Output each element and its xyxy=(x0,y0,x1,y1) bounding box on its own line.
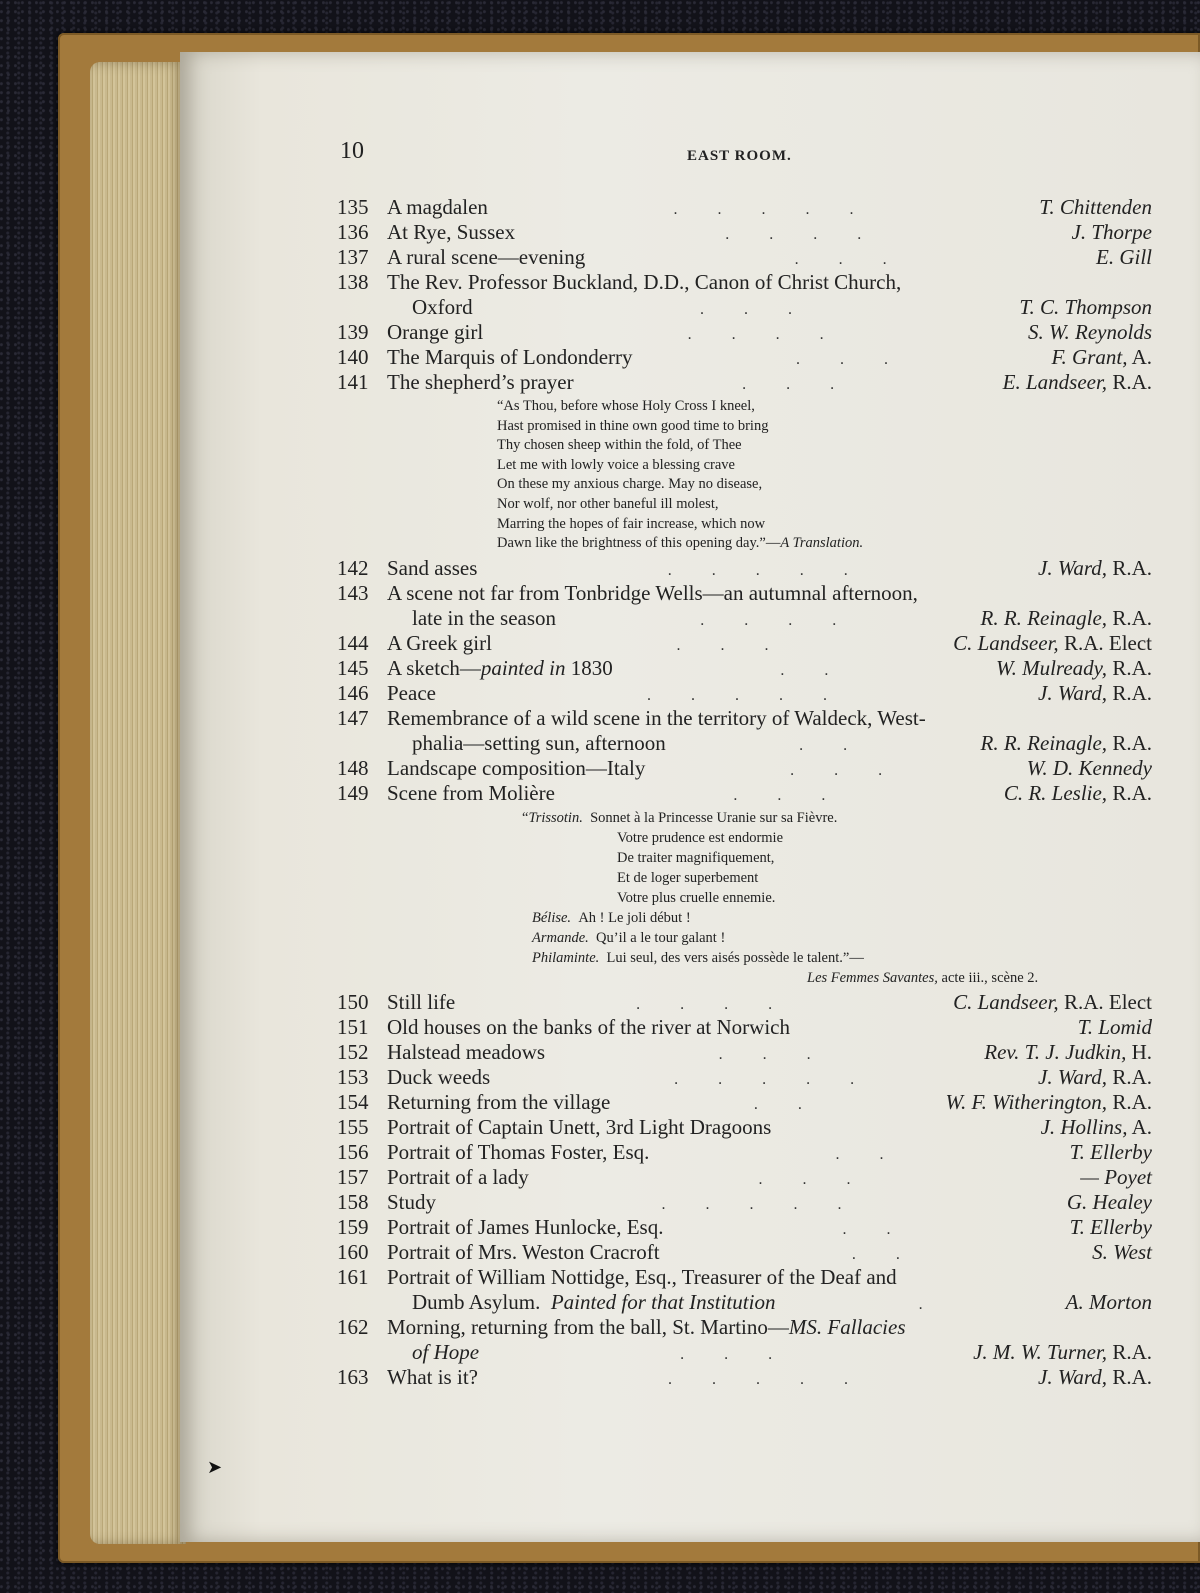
entry-artist: J. Ward, R.A. xyxy=(1038,680,1152,705)
speaker: Armande. xyxy=(532,929,589,946)
entry-artist: R. R. Reinagle, R.A. xyxy=(980,605,1152,630)
entry-title: Duck weeds xyxy=(387,1064,491,1089)
entry-147 xyxy=(337,706,1152,731)
entry-number: 139 xyxy=(337,320,369,344)
entry-number: 158 xyxy=(337,1189,369,1214)
entry-title: The Rev. Professor Buckland, D.D., Canon of Christ Church, xyxy=(387,270,902,294)
entry-number: 152 xyxy=(337,1039,369,1064)
entry-145: 145 A sketch—painted in 1830 . . W. Mulready, R.A. xyxy=(337,655,1152,680)
entry-number: 154 xyxy=(337,1089,369,1114)
entry-number: 162 xyxy=(337,1314,369,1339)
quote-source: Les Femmes Savantes, acte iii., scène 2. xyxy=(807,969,1039,986)
entry-title: Portrait of James Hunlocke, Esq. xyxy=(387,1214,664,1239)
entry-number: 161 xyxy=(337,1264,369,1289)
quote-moliere xyxy=(337,806,1152,990)
entry-title: A sketch—painted in 1830 xyxy=(387,655,613,680)
entry-title: A scene not far from Tonbridge Wells—an autumnal afternoon, xyxy=(387,580,918,605)
entry-artist: W. F. Witherington, R.A. xyxy=(945,1089,1152,1114)
entry-159: 159 Portrait of James Hunlocke, Esq. . . T. Ellerby xyxy=(337,1214,1152,1239)
entry-161 xyxy=(337,1265,1152,1290)
entry-153: 153 Duck weeds . . . . . J. Ward, R.A. xyxy=(337,1064,1152,1089)
page-edges xyxy=(90,62,186,1544)
entry-artist: — Poyet xyxy=(1080,1164,1152,1189)
entry-artist: J. Thorpe xyxy=(1071,220,1152,244)
entry-138-continued: Oxford . . . T. C. Thompson xyxy=(412,295,1152,319)
entry-title: Peace xyxy=(387,680,436,705)
entry-number: 145 xyxy=(337,655,369,680)
entry-138 xyxy=(337,270,1152,295)
entry-artist: F. Grant, A. xyxy=(1051,345,1152,369)
entry-artist: J. Hollins, A. xyxy=(1040,1114,1152,1139)
entry-title: Returning from the village xyxy=(387,1089,611,1114)
entry-number: 163 xyxy=(337,1364,369,1389)
entry-title: At Rye, Sussex xyxy=(387,220,516,244)
entry-number: 150 xyxy=(337,989,369,1014)
entry-artist: J. Ward, R.A. xyxy=(1038,1364,1152,1389)
entry-number: 155 xyxy=(337,1114,369,1139)
quote-line: Thy chosen sheep within the fold, of Thee xyxy=(497,437,742,454)
entry-number: 156 xyxy=(337,1139,369,1164)
entry-title: Portrait of Captain Unett, 3rd Light Dragoons xyxy=(387,1114,772,1139)
entry-artist: E. Gill xyxy=(1096,245,1152,269)
entry-141: 141 The shepherd’s prayer . . . E. Landseer, R.A. xyxy=(337,370,1152,394)
entry-number: 136 xyxy=(337,220,369,244)
page-title: EAST ROOM. xyxy=(687,148,792,164)
verse-line: Et de loger superbement xyxy=(617,869,759,886)
entry-title: Landscape composition—Italy xyxy=(387,755,646,780)
entry-158: 158 Study . . . . . G. Healey xyxy=(337,1189,1152,1214)
entry-144: 144 A Greek girl . . . C. Landseer, R.A. Elect xyxy=(337,630,1152,655)
entry-title: Portrait of Thomas Foster, Esq. xyxy=(387,1139,650,1164)
entry-number: 151 xyxy=(337,1014,369,1039)
speaker: Bélise. xyxy=(532,909,572,926)
entry-143-continued: late in the season . . . . R. R. Reinagle, R.A. xyxy=(412,605,1152,630)
entry-137: 137 A rural scene—evening . . . E. Gill xyxy=(337,245,1152,269)
entry-135: 135 A magdalen . . . . . T. Chittenden xyxy=(337,195,1152,219)
entry-title: A magdalen xyxy=(387,195,488,219)
entry-artist: T. Lomid xyxy=(1077,1014,1152,1039)
entry-title-continued: of Hope xyxy=(412,1339,480,1364)
entry-number: 159 xyxy=(337,1214,369,1239)
entry-title: Sand asses xyxy=(387,555,478,580)
entry-140: 140 The Marquis of Londonderry . . . F. Grant, A. xyxy=(337,345,1152,369)
entry-number: 147 xyxy=(337,705,369,730)
entry-artist: T. Ellerby xyxy=(1069,1214,1152,1239)
entry-artist: J. M. W. Turner, R.A. xyxy=(973,1339,1152,1364)
entry-title-continued: Oxford xyxy=(412,295,473,319)
quote-line: Marring the hopes of fair increase, which now xyxy=(497,515,766,532)
entry-artist: S. West xyxy=(1092,1239,1152,1264)
entry-150: 150 Still life . . . . C. Landseer, R.A. Elect xyxy=(337,989,1152,1014)
entry-title: Scene from Molière xyxy=(387,780,555,805)
speaker: Philaminte. xyxy=(532,949,600,966)
entry-title: A Greek girl xyxy=(387,630,492,655)
pointing-hand-icon: ➤ xyxy=(207,1457,223,1477)
entry-number: 137 xyxy=(337,245,369,269)
entry-title-continued: Dumb Asylum. Painted for that Institution xyxy=(412,1289,776,1314)
entry-148: 148 Landscape composition—Italy . . . W. D. Kennedy xyxy=(337,755,1152,780)
entry-number: 144 xyxy=(337,630,369,655)
entry-number: 135 xyxy=(337,195,369,219)
entry-147-continued: phalia—setting sun, afternoon . . R. R. Reinagle, R.A. xyxy=(412,730,1152,755)
entry-139: 139 Orange girl . . . . S. W. Reynolds xyxy=(337,320,1152,344)
quote-line: On these my anxious charge. May no disease, xyxy=(497,476,763,493)
entry-title: Morning, returning from the ball, St. Martino—MS. Fallacies xyxy=(387,1314,906,1339)
entry-title-continued: late in the season xyxy=(412,605,557,630)
entry-number: 153 xyxy=(337,1064,369,1089)
entry-title: Remembrance of a wild scene in the territory of Waldeck, West- xyxy=(387,705,926,730)
quote-line: Hast promised in thine own good time to bring xyxy=(497,417,769,434)
entry-title: Portrait of William Nottidge, Esq., Treasurer of the Deaf and xyxy=(387,1264,897,1289)
entry-163: 163 What is it? . . . . . J. Ward, R.A. xyxy=(337,1364,1152,1389)
entry-number: 149 xyxy=(337,780,369,805)
entry-artist: W. Mulready, R.A. xyxy=(996,655,1152,680)
entry-title: The shepherd’s prayer xyxy=(387,370,574,394)
entry-136: 136 At Rye, Sussex . . . . J. Thorpe xyxy=(337,220,1152,244)
entry-title: Orange girl xyxy=(387,320,484,344)
entry-title: Study xyxy=(387,1189,437,1214)
quote-line: Let me with lowly voice a blessing crave xyxy=(497,456,735,473)
entry-number: 160 xyxy=(337,1239,369,1264)
catalogue-entries xyxy=(337,195,1152,1390)
entry-artist: T. Ellerby xyxy=(1069,1139,1152,1164)
entry-title: Halstead meadows xyxy=(387,1039,546,1064)
entry-number: 140 xyxy=(337,345,369,369)
entry-160: 160 Portrait of Mrs. Weston Cracroft . . S. West xyxy=(337,1239,1152,1264)
quote-shepherds-prayer xyxy=(337,395,1152,556)
book-page xyxy=(180,52,1200,1542)
quote-line: “As Thou, before whose Holy Cross I kneel, xyxy=(497,398,755,414)
entry-artist: R. R. Reinagle, R.A. xyxy=(980,730,1152,755)
entry-title: Still life xyxy=(387,989,456,1014)
entry-artist: G. Healey xyxy=(1066,1189,1152,1214)
verse-line: Votre plus cruelle ennemie. xyxy=(617,889,776,906)
quote-line: Bélise. Ah ! Le joli début ! xyxy=(532,909,691,926)
quote-line: Armande. Qu’il a le tour galant ! xyxy=(532,929,726,946)
entry-number: 148 xyxy=(337,755,369,780)
entry-title-continued: phalia—setting sun, afternoon xyxy=(412,730,666,755)
verse-line: Votre prudence est endormie xyxy=(617,829,784,846)
entry-146: 146 Peace . . . . . J. Ward, R.A. xyxy=(337,680,1152,705)
entry-title: Portrait of a lady xyxy=(387,1164,529,1189)
entry-number: 142 xyxy=(337,555,369,580)
entry-artist: J. Ward, R.A. xyxy=(1038,555,1152,580)
entry-number: 143 xyxy=(337,580,369,605)
entry-artist: W. D. Kennedy xyxy=(1026,755,1152,780)
entry-artist: E. Landseer, R.A. xyxy=(1002,370,1152,394)
entry-artist: T. Chittenden xyxy=(1039,195,1152,219)
verse-line: De traiter magnifiquement, xyxy=(617,849,775,866)
quote-line: Nor wolf, nor other baneful ill molest, xyxy=(497,495,719,512)
entry-154: 154 Returning from the village . . W. F. Witherington, R.A. xyxy=(337,1089,1152,1114)
entry-title: Old houses on the banks of the river at Norwich xyxy=(387,1014,790,1039)
entry-155 xyxy=(337,1115,1152,1140)
entry-number: 146 xyxy=(337,680,369,705)
entry-152: 152 Halstead meadows . . . Rev. T. J. Judkin, H. xyxy=(337,1039,1152,1064)
entry-162 xyxy=(337,1315,1152,1340)
entry-artist: C. Landseer, R.A. Elect xyxy=(953,989,1152,1014)
entry-artist: J. Ward, R.A. xyxy=(1038,1064,1152,1089)
quote-line: Dawn like the brightness of this opening day.”—A Translation. xyxy=(497,535,864,552)
entry-162-continued: of Hope . . . J. M. W. Turner, R.A. xyxy=(412,1339,1152,1364)
entry-artist: C. Landseer, R.A. Elect xyxy=(953,630,1152,655)
entry-161-continued: Dumb Asylum. Painted for that Institution . A. Morton xyxy=(412,1289,1152,1314)
entry-156: 156 Portrait of Thomas Foster, Esq. . . T. Ellerby xyxy=(337,1139,1152,1164)
entry-title: What is it? xyxy=(387,1364,478,1389)
page-number: 10 xyxy=(340,138,364,164)
entry-number: 157 xyxy=(337,1164,369,1189)
entry-number: 138 xyxy=(337,270,369,294)
entry-title: Portrait of Mrs. Weston Cracroft xyxy=(387,1239,660,1264)
entry-title: The Marquis of Londonderry xyxy=(387,345,633,369)
entry-artist: Rev. T. J. Judkin, H. xyxy=(984,1039,1152,1064)
entry-157: 157 Portrait of a lady . . . — Poyet xyxy=(337,1164,1152,1189)
entry-151 xyxy=(337,1015,1152,1040)
quote-source: A Translation. xyxy=(780,535,864,552)
quote-line: “Trissotin. Sonnet à la Princesse Uranie sur sa Fièvre. xyxy=(522,809,838,826)
quote-line: Philaminte. Lui seul, des vers aisés possède le talent.”— xyxy=(532,949,864,966)
entry-artist: A. Morton xyxy=(1065,1289,1152,1314)
entry-artist: S. W. Reynolds xyxy=(1027,320,1152,344)
entry-number: 141 xyxy=(337,370,369,394)
speaker: Trissotin. xyxy=(528,809,583,826)
entry-149: 149 Scene from Molière . . . C. R. Leslie, R.A. xyxy=(337,780,1152,805)
entry-143 xyxy=(337,581,1152,606)
entry-142: 142 Sand asses . . . . . J. Ward, R.A. xyxy=(337,555,1152,580)
entry-title: A rural scene—evening xyxy=(387,245,586,269)
entry-artist: T. C. Thompson xyxy=(1019,295,1152,319)
entry-artist: C. R. Leslie, R.A. xyxy=(1003,780,1152,805)
